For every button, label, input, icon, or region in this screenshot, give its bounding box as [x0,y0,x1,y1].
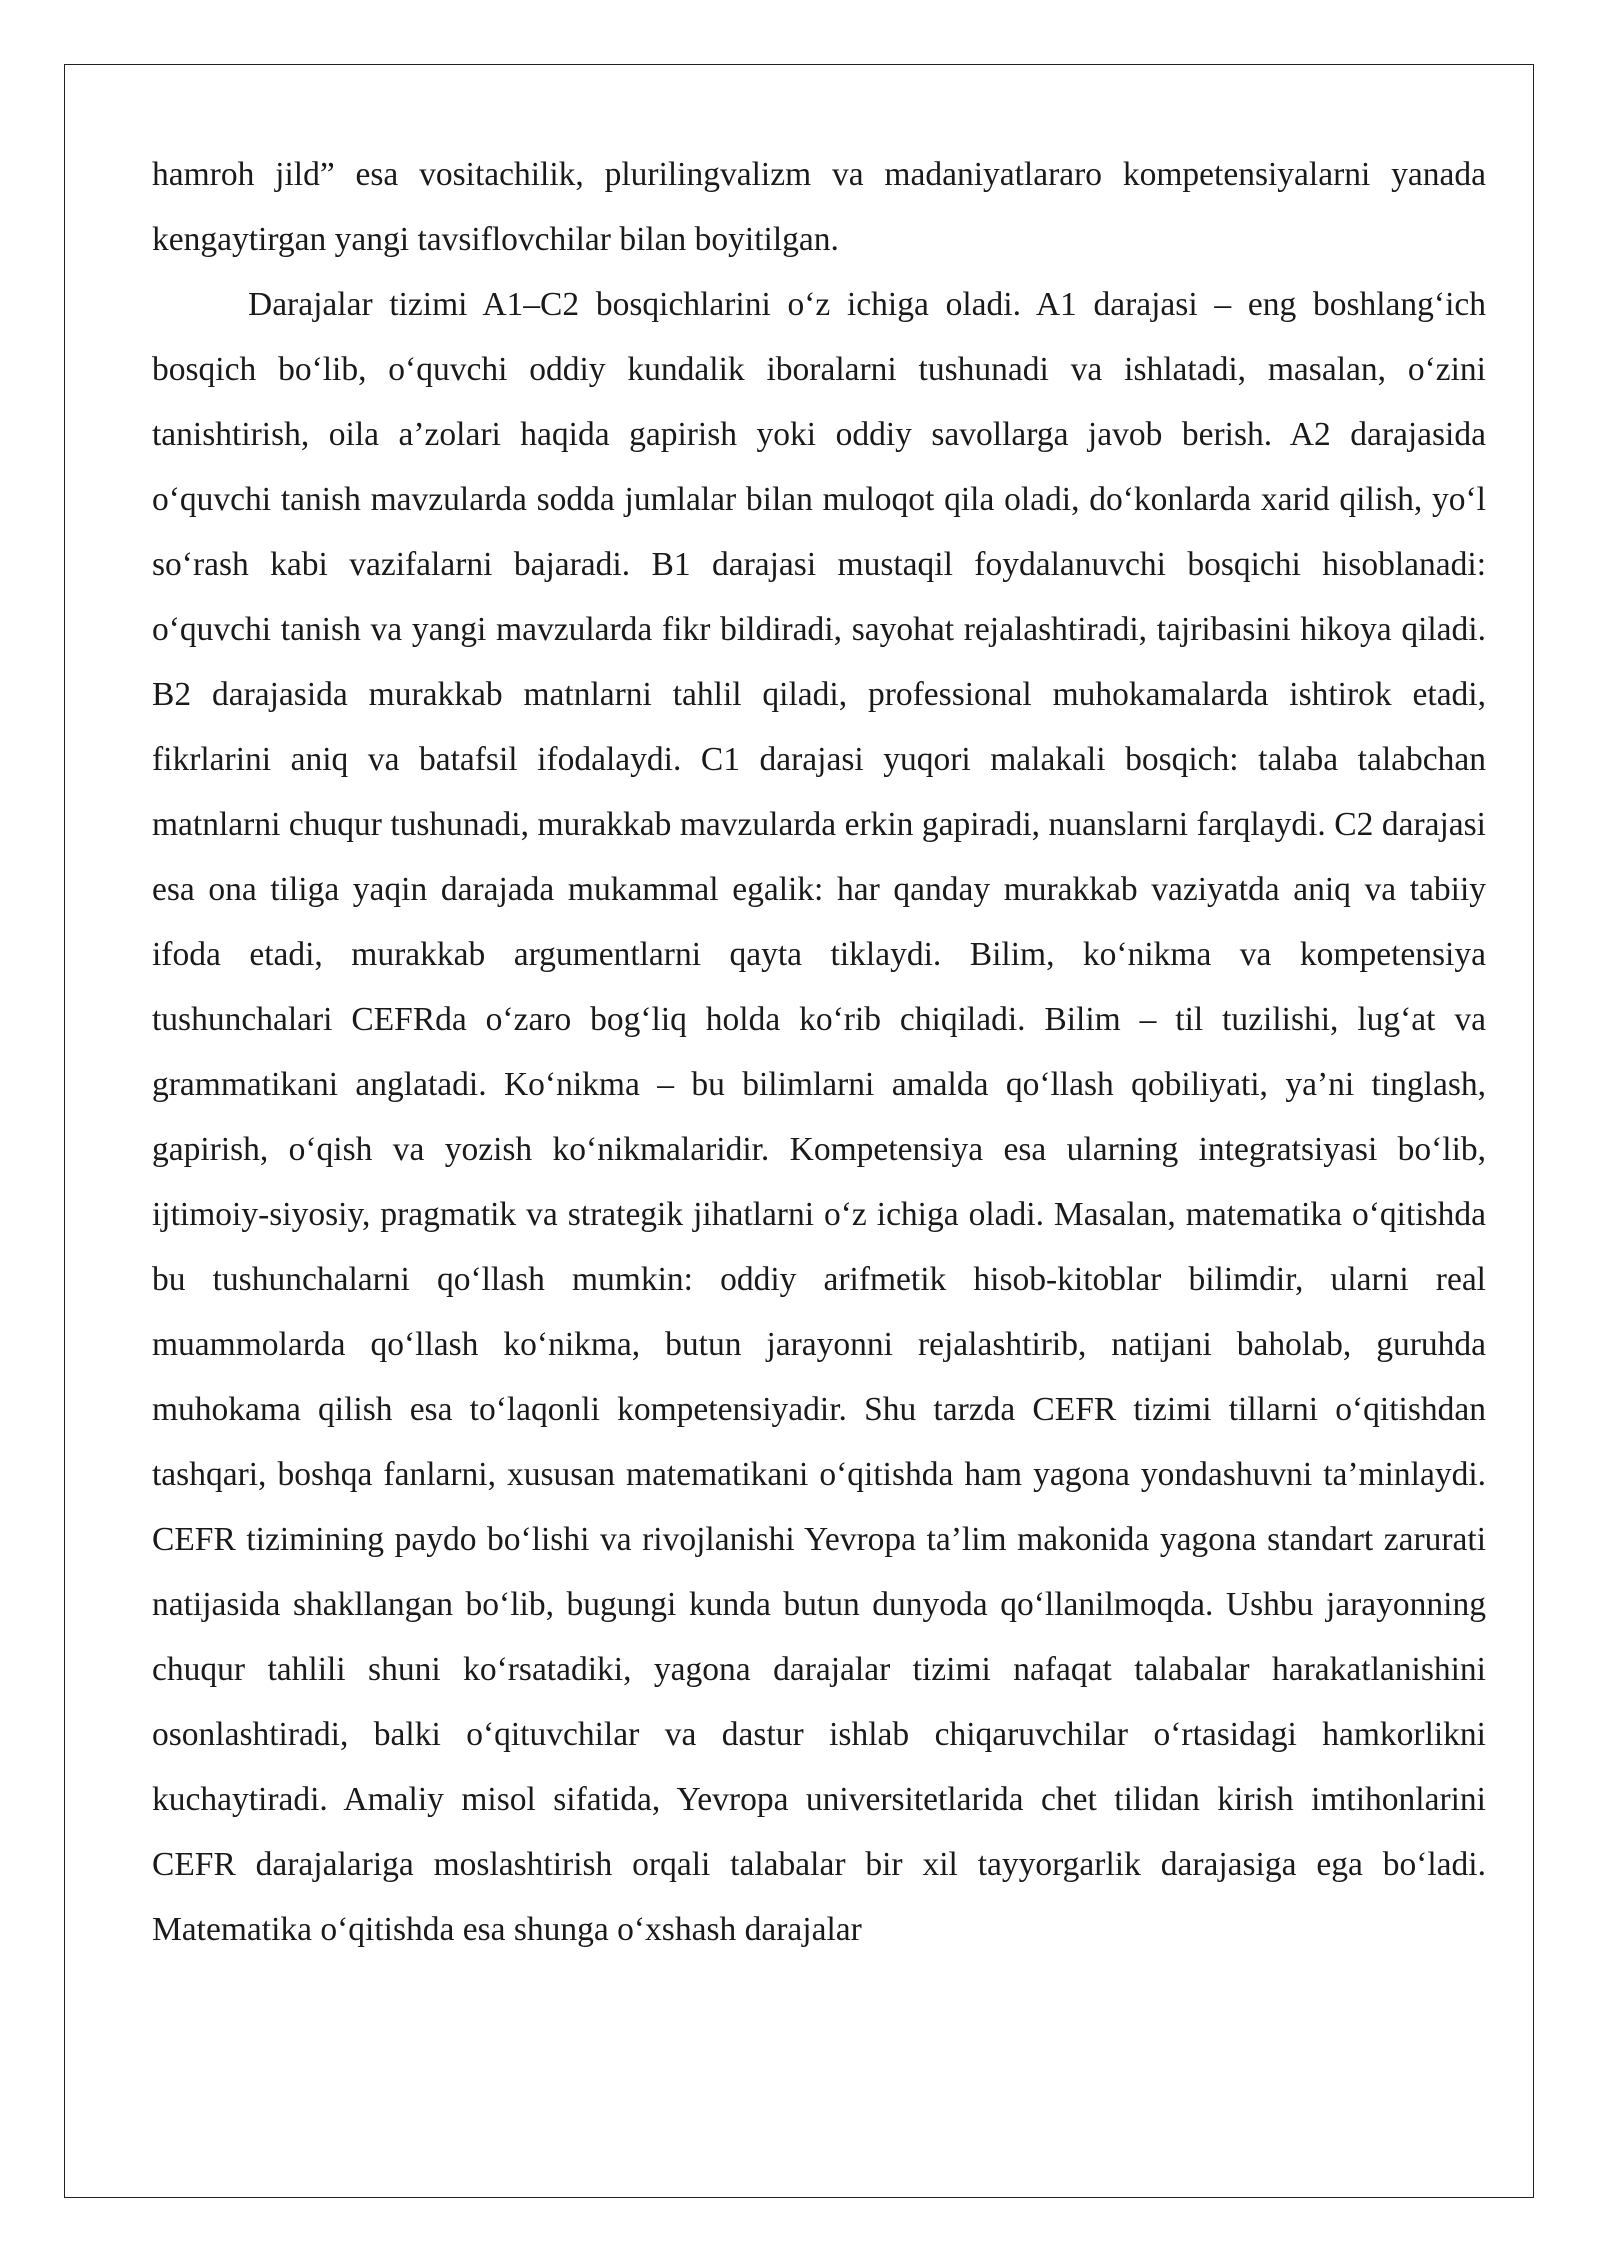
paragraph-1: hamroh jild” esa vositachilik, plurilingvalizm va madaniyatlararo kompetensiyalarni yanada kengaytirgan yangi tavsiflovchilar bilan boyitilgan. [152,156,1486,258]
document-body [152,142,1486,1962]
paragraph-2: Darajalar tizimi A1–C2 bosqichlarini oʻz ichiga oladi. A1 darajasi – eng boshlangʻich bosqich boʻlib, oʻquvchi oddiy kundalik iboralarni tushunadi va ishlatadi, masalan, oʻzini tanishtirish, oila a’zolari haqida gapirish yoki oddiy savollarga javob berish. A2 darajasida oʻquvchi tanish mavzularda sodda jumlalar bilan muloqot qila oladi, doʻkonlarda xarid qilish, yoʻl soʻrash kabi vazifalarni bajaradi. B1 darajasi mustaqil foydalanuvchi bosqichi hisoblanadi: oʻquvchi tanish va yangi mavzularda fikr bildiradi, sayohat rejalashtiradi, tajribasini hikoya qiladi. B2 darajasida murakkab matnlarni tahlil qiladi, professional muhokamalarda ishtirok etadi, fikrlarini aniq va batafsil ifodalaydi. C1 darajasi yuqori malakali bosqich: talaba talabchan matnlarni chuqur tushunadi, murakkab mavzularda erkin gapiradi, nuanslarni farqlaydi. C2 darajasi esa ona tiliga yaqin darajada mukammal egalik: har qanday murakkab vaziyatda aniq va tabiiy ifoda etadi, murakkab argumentlarni qayta tiklaydi. Bilim, koʻnikma va kompetensiya tushunchalari CEFRda oʻzaro bogʻliq holda koʻrib chiqiladi. Bilim – til tuzilishi, lugʻat va grammatikani anglatadi. Koʻnikma – bu bilimlarni amalda qoʻllash qobiliyati, ya’ni tinglash, gapirish, oʻqish va yozish koʻnikmalaridir. Kompetensiya esa ularning integratsiyasi boʻlib, ijtimoiy-siyosiy, pragmatik va strategik jihatlarni oʻz ichiga oladi. Masalan, matematika oʻqitishda bu tushunchalarni qoʻllash mumkin: oddiy arifmetik hisob-kitoblar bilimdir, ularni real muammolarda qoʻllash koʻnikma, butun jarayonni rejalashtirib, natijani baholab, guruhda muhokama qilish esa toʻlaqonli kompetensiyadir. Shu tarzda CEFR tizimi tillarni oʻqitishdan tashqari, boshqa fanlarni, xususan matematikani oʻqitishda ham yagona yondashuvni ta’minlaydi. CEFR tizimining paydo boʻlishi va rivojlanishi Yevropa ta’lim makonida yagona standart zarurati natijasida shakllangan boʻlib, bugungi kunda butun dunyoda qoʻllanilmoqda. Ushbu jarayonning chuqur tahlili shuni koʻrsatadiki, yagona darajalar tizimi nafaqat talabalar harakatlanishini osonlashtiradi, balki oʻqituvchilar va dastur ishlab chiqaruvchilar oʻrtasidagi hamkorlikni kuchaytiradi. Amaliy misol sifatida, Yevropa universitetlarida chet tilidan kirish imtihonlarini CEFR darajalariga moslashtirish orqali talabalar bir xil tayyorgarlik darajasiga ega boʻladi. Matematika oʻqitishda esa shunga oʻxshash darajalar [152,286,1486,1948]
